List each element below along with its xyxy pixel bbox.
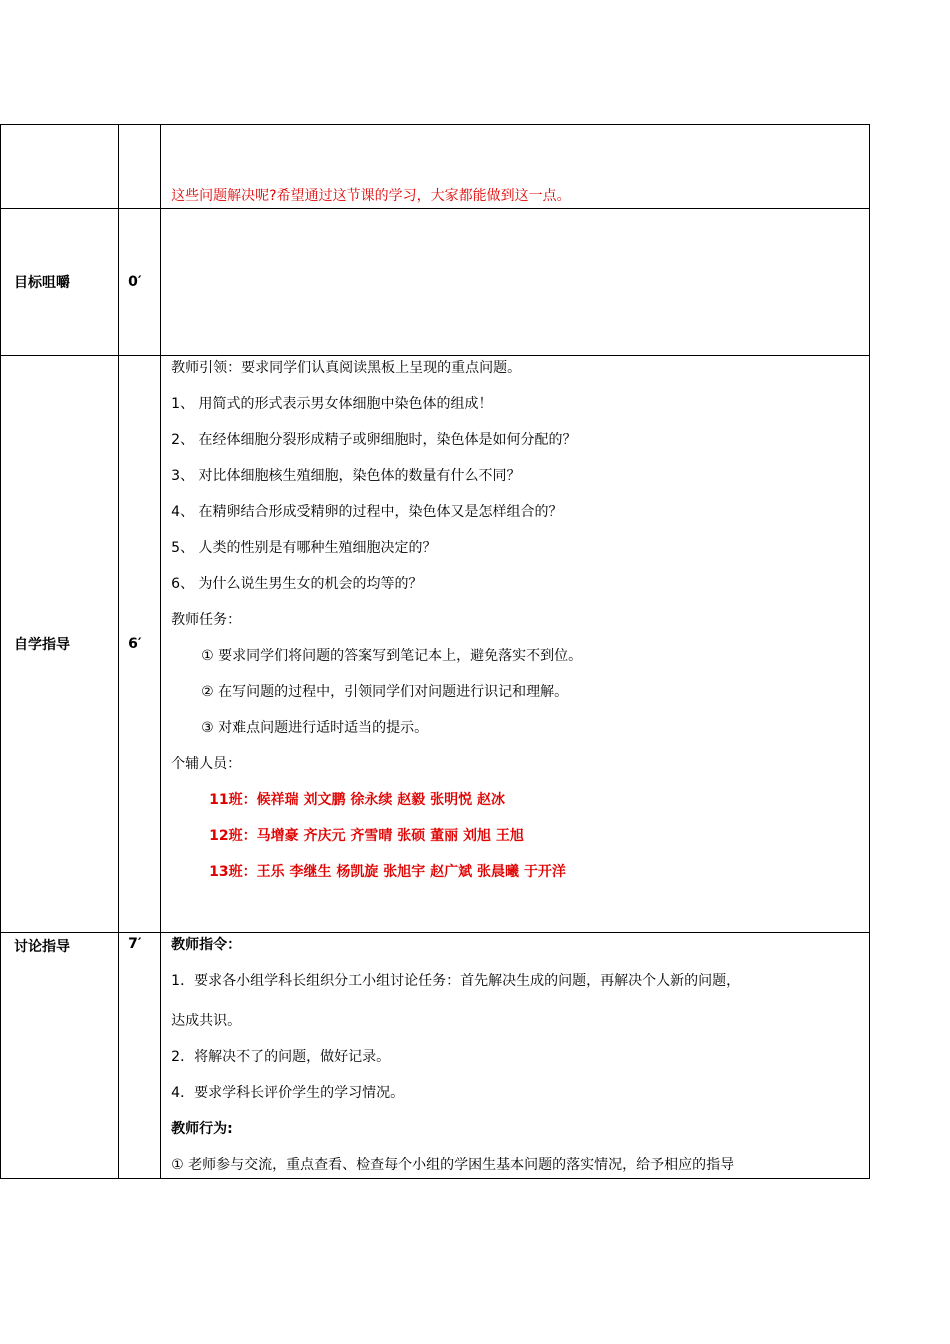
task-item: ② 在写问题的过程中，引领同学们对问题进行识记和理解。 <box>201 684 569 700</box>
self-study-time: 6′ <box>119 356 161 933</box>
question-item: 2、 在经体细胞分裂形成精子或卵细胞时，染色体是如何分配的？ <box>171 432 577 448</box>
instruction-item: 达成共识。 <box>171 1013 242 1029</box>
question-item: 4、 在精卵结合形成受精卵的过程中，染色体又是怎样组合的？ <box>171 504 563 520</box>
intro-row <box>1 125 870 209</box>
instruction-label: 教师指令： <box>171 937 242 953</box>
discussion-row <box>1 933 870 1179</box>
goal-content-cell <box>161 209 870 356</box>
question-item: 5、 人类的性别是有哪种生殖细胞决定的？ <box>171 540 437 556</box>
question-item: 6、 为什么说生男生女的机会的均等的？ <box>171 576 423 592</box>
task-item: ① 要求同学们将问题的答案写到笔记本上，避免落实不到位。 <box>201 648 583 664</box>
self-study-lead: 教师引领：要求同学们认真阅读黑板上呈现的重点问题。 <box>171 360 522 376</box>
class-helper-list: 12班：马增豪 齐庆元 齐雪晴 张硕 董丽 刘旭 王旭 <box>209 828 524 844</box>
discussion-stage-label: 讨论指导 <box>1 933 119 1179</box>
instruction-item: 1．要求各小组学科长组织分工小组讨论任务：首先解决生成的问题，再解决个人新的问题， <box>171 973 741 989</box>
class-helper-list: 13班：王乐 李继生 杨凯旋 张旭宇 赵广斌 张晨曦 于开洋 <box>209 864 566 880</box>
goal-time: 0′ <box>119 209 161 356</box>
helpers-label: 个辅人员： <box>171 756 242 772</box>
instruction-item: 4．要求学科长评价学生的学习情况。 <box>171 1085 405 1101</box>
behavior-label: 教师行为: <box>171 1121 233 1137</box>
task-label: 教师任务： <box>171 612 242 628</box>
question-item: 3、 对比体细胞核生殖细胞，染色体的数量有什么不同？ <box>171 468 521 484</box>
behavior-item: ① 老师参与交流，重点查看、检查每个小组的学困生基本问题的落实情况，给予相应的指导 <box>171 1157 735 1173</box>
instruction-item: 2．将解决不了的问题，做好记录。 <box>171 1049 391 1065</box>
class-helper-list: 11班：候祥瑞 刘文鹏 徐永续 赵毅 张明悦 赵冰 <box>209 792 506 808</box>
lesson-plan-table <box>0 124 870 1179</box>
intro-content-cell <box>161 125 870 209</box>
intro-time-cell <box>119 125 161 209</box>
question-item: 1、 用简式的形式表示男女体细胞中染色体的组成！ <box>171 396 493 412</box>
self-study-stage-label: 自学指导 <box>1 356 119 933</box>
discussion-time: 7′ <box>119 933 161 1179</box>
goal-row <box>1 209 870 356</box>
goal-stage-label: 目标咀嚼 <box>1 209 119 356</box>
discussion-content-cell <box>161 933 870 1179</box>
intro-stage-cell <box>1 125 119 209</box>
self-study-content-cell <box>161 356 870 933</box>
task-item: ③ 对难点问题进行适时适当的提示。 <box>201 720 429 736</box>
self-study-row <box>1 356 870 933</box>
intro-text: 这些问题解决呢?希望通过这节课的学习，大家都能做到这一点。 <box>171 188 571 204</box>
